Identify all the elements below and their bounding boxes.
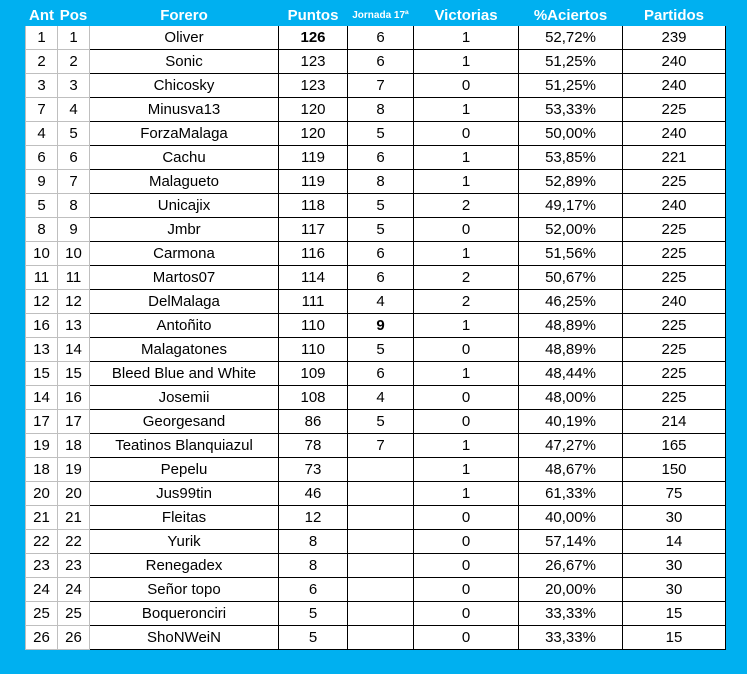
table-row [26, 218, 726, 242]
cell-victorias: 0 [414, 530, 519, 554]
cell-forero: Josemii [90, 386, 279, 410]
cell-partidos: 225 [623, 218, 726, 242]
cell-forero: Jus99tin [90, 482, 279, 506]
header-puntos: Puntos [279, 5, 348, 26]
cell-victorias: 2 [414, 290, 519, 314]
cell-aciertos: 48,89% [519, 338, 623, 362]
cell-partidos: 225 [623, 242, 726, 266]
header-row [26, 5, 726, 26]
cell-forero: Boqueronciri [90, 602, 279, 626]
cell-puntos: 78 [279, 434, 348, 458]
cell-jornada: 6 [348, 242, 414, 266]
cell-jornada [348, 602, 414, 626]
cell-puntos: 120 [279, 98, 348, 122]
cell-jornada: 8 [348, 170, 414, 194]
cell-partidos: 225 [623, 338, 726, 362]
cell-forero: Yurik [90, 530, 279, 554]
cell-puntos: 110 [279, 314, 348, 338]
cell-forero: Renegadex [90, 554, 279, 578]
cell-forero: Fleitas [90, 506, 279, 530]
cell-ant: 26 [26, 626, 58, 650]
cell-jornada [348, 554, 414, 578]
cell-aciertos: 26,67% [519, 554, 623, 578]
cell-partidos: 239 [623, 26, 726, 50]
cell-aciertos: 57,14% [519, 530, 623, 554]
cell-pos: 21 [58, 506, 90, 530]
table-row [26, 242, 726, 266]
cell-ant: 18 [26, 458, 58, 482]
cell-forero: Malagueto [90, 170, 279, 194]
cell-puntos: 120 [279, 122, 348, 146]
cell-partidos: 15 [623, 626, 726, 650]
cell-aciertos: 52,72% [519, 26, 623, 50]
cell-pos: 22 [58, 530, 90, 554]
standings-table [25, 4, 726, 650]
cell-pos: 18 [58, 434, 90, 458]
cell-partidos: 240 [623, 74, 726, 98]
cell-victorias: 0 [414, 74, 519, 98]
cell-pos: 19 [58, 458, 90, 482]
table-row [26, 338, 726, 362]
cell-ant: 8 [26, 218, 58, 242]
cell-jornada [348, 482, 414, 506]
cell-ant: 21 [26, 506, 58, 530]
cell-victorias: 2 [414, 194, 519, 218]
cell-victorias: 0 [414, 506, 519, 530]
cell-puntos: 117 [279, 218, 348, 242]
cell-pos: 4 [58, 98, 90, 122]
cell-forero: Jmbr [90, 218, 279, 242]
cell-ant: 11 [26, 266, 58, 290]
header-aciertos: %Aciertos [519, 5, 623, 26]
cell-aciertos: 46,25% [519, 290, 623, 314]
cell-puntos: 114 [279, 266, 348, 290]
cell-jornada [348, 506, 414, 530]
cell-aciertos: 33,33% [519, 602, 623, 626]
table-row [26, 74, 726, 98]
table-row [26, 626, 726, 650]
cell-jornada: 4 [348, 290, 414, 314]
cell-jornada [348, 578, 414, 602]
cell-victorias: 0 [414, 218, 519, 242]
cell-aciertos: 48,67% [519, 458, 623, 482]
cell-partidos: 150 [623, 458, 726, 482]
cell-forero: Sonic [90, 50, 279, 74]
cell-forero: Señor topo [90, 578, 279, 602]
cell-ant: 19 [26, 434, 58, 458]
cell-ant: 22 [26, 530, 58, 554]
cell-victorias: 1 [414, 482, 519, 506]
cell-victorias: 0 [414, 386, 519, 410]
table-row [26, 146, 726, 170]
cell-forero: ShoNWeiN [90, 626, 279, 650]
cell-victorias: 1 [414, 26, 519, 50]
cell-jornada: 6 [348, 146, 414, 170]
cell-partidos: 225 [623, 362, 726, 386]
cell-aciertos: 48,89% [519, 314, 623, 338]
cell-puntos: 123 [279, 74, 348, 98]
cell-aciertos: 47,27% [519, 434, 623, 458]
cell-aciertos: 50,67% [519, 266, 623, 290]
cell-aciertos: 53,33% [519, 98, 623, 122]
cell-partidos: 30 [623, 554, 726, 578]
cell-ant: 17 [26, 410, 58, 434]
table-row [26, 434, 726, 458]
cell-partidos: 165 [623, 434, 726, 458]
cell-ant: 1 [26, 26, 58, 50]
cell-forero: ForzaMalaga [90, 122, 279, 146]
cell-jornada: 6 [348, 362, 414, 386]
cell-puntos: 12 [279, 506, 348, 530]
table-row [26, 266, 726, 290]
cell-pos: 10 [58, 242, 90, 266]
cell-puntos: 5 [279, 626, 348, 650]
cell-ant: 16 [26, 314, 58, 338]
cell-forero: Unicajix [90, 194, 279, 218]
cell-partidos: 14 [623, 530, 726, 554]
table-row [26, 290, 726, 314]
cell-pos: 3 [58, 74, 90, 98]
cell-victorias: 0 [414, 578, 519, 602]
cell-forero: Georgesand [90, 410, 279, 434]
cell-pos: 24 [58, 578, 90, 602]
cell-forero: Minusva13 [90, 98, 279, 122]
cell-aciertos: 51,25% [519, 74, 623, 98]
table-row [26, 386, 726, 410]
cell-pos: 7 [58, 170, 90, 194]
cell-aciertos: 61,33% [519, 482, 623, 506]
cell-partidos: 240 [623, 50, 726, 74]
cell-ant: 13 [26, 338, 58, 362]
cell-ant: 2 [26, 50, 58, 74]
cell-aciertos: 33,33% [519, 626, 623, 650]
cell-puntos: 46 [279, 482, 348, 506]
cell-partidos: 225 [623, 98, 726, 122]
cell-partidos: 225 [623, 266, 726, 290]
cell-forero: DelMalaga [90, 290, 279, 314]
cell-forero: Antoñito [90, 314, 279, 338]
cell-forero: Oliver [90, 26, 279, 50]
cell-pos: 23 [58, 554, 90, 578]
table-row [26, 578, 726, 602]
cell-ant: 9 [26, 170, 58, 194]
cell-jornada: 6 [348, 266, 414, 290]
cell-pos: 15 [58, 362, 90, 386]
table-row [26, 170, 726, 194]
table-row [26, 122, 726, 146]
cell-pos: 26 [58, 626, 90, 650]
cell-aciertos: 52,89% [519, 170, 623, 194]
cell-ant: 20 [26, 482, 58, 506]
cell-puntos: 123 [279, 50, 348, 74]
cell-ant: 5 [26, 194, 58, 218]
table-row [26, 458, 726, 482]
cell-victorias: 1 [414, 146, 519, 170]
cell-victorias: 1 [414, 458, 519, 482]
table-row [26, 194, 726, 218]
cell-victorias: 0 [414, 410, 519, 434]
cell-jornada: 7 [348, 74, 414, 98]
cell-pos: 8 [58, 194, 90, 218]
cell-jornada: 5 [348, 194, 414, 218]
cell-ant: 12 [26, 290, 58, 314]
cell-jornada: 5 [348, 218, 414, 242]
cell-puntos: 110 [279, 338, 348, 362]
cell-aciertos: 51,25% [519, 50, 623, 74]
cell-aciertos: 48,44% [519, 362, 623, 386]
cell-victorias: 0 [414, 122, 519, 146]
cell-forero: Bleed Blue and White [90, 362, 279, 386]
cell-jornada: 7 [348, 434, 414, 458]
table-row [26, 362, 726, 386]
table-row [26, 314, 726, 338]
cell-partidos: 225 [623, 386, 726, 410]
cell-pos: 20 [58, 482, 90, 506]
cell-victorias: 1 [414, 314, 519, 338]
cell-aciertos: 48,00% [519, 386, 623, 410]
cell-puntos: 119 [279, 170, 348, 194]
cell-pos: 6 [58, 146, 90, 170]
cell-pos: 17 [58, 410, 90, 434]
cell-aciertos: 40,19% [519, 410, 623, 434]
cell-forero: Martos07 [90, 266, 279, 290]
cell-puntos: 116 [279, 242, 348, 266]
header-ant: Ant [26, 5, 58, 26]
cell-partidos: 240 [623, 290, 726, 314]
cell-puntos: 108 [279, 386, 348, 410]
cell-pos: 12 [58, 290, 90, 314]
table-row [26, 98, 726, 122]
cell-victorias: 1 [414, 98, 519, 122]
cell-partidos: 225 [623, 170, 726, 194]
cell-puntos: 111 [279, 290, 348, 314]
cell-ant: 7 [26, 98, 58, 122]
cell-jornada [348, 626, 414, 650]
cell-victorias: 1 [414, 242, 519, 266]
cell-partidos: 221 [623, 146, 726, 170]
cell-ant: 24 [26, 578, 58, 602]
table-row [26, 602, 726, 626]
cell-forero: Carmona [90, 242, 279, 266]
header-victorias: Victorias [414, 5, 519, 26]
cell-victorias: 1 [414, 170, 519, 194]
header-jornada: Jornada 17ª [348, 5, 414, 26]
cell-partidos: 214 [623, 410, 726, 434]
cell-forero: Teatinos Blanquiazul [90, 434, 279, 458]
cell-ant: 23 [26, 554, 58, 578]
cell-jornada: 6 [348, 50, 414, 74]
cell-partidos: 30 [623, 506, 726, 530]
cell-forero: Cachu [90, 146, 279, 170]
cell-puntos: 8 [279, 530, 348, 554]
table-row [26, 506, 726, 530]
cell-puntos: 8 [279, 554, 348, 578]
cell-ant: 4 [26, 122, 58, 146]
cell-victorias: 0 [414, 338, 519, 362]
cell-jornada [348, 530, 414, 554]
cell-victorias: 0 [414, 554, 519, 578]
cell-ant: 15 [26, 362, 58, 386]
cell-aciertos: 52,00% [519, 218, 623, 242]
cell-partidos: 225 [623, 314, 726, 338]
cell-pos: 14 [58, 338, 90, 362]
header-forero: Forero [90, 5, 279, 26]
cell-victorias: 2 [414, 266, 519, 290]
cell-aciertos: 49,17% [519, 194, 623, 218]
cell-puntos: 86 [279, 410, 348, 434]
header-pos: Pos [58, 5, 90, 26]
cell-jornada: 9 [348, 314, 414, 338]
table-body [26, 26, 726, 650]
cell-partidos: 240 [623, 194, 726, 218]
cell-puntos: 73 [279, 458, 348, 482]
table-row [26, 26, 726, 50]
cell-aciertos: 20,00% [519, 578, 623, 602]
cell-victorias: 1 [414, 50, 519, 74]
cell-pos: 13 [58, 314, 90, 338]
cell-jornada [348, 458, 414, 482]
cell-pos: 16 [58, 386, 90, 410]
cell-puntos: 6 [279, 578, 348, 602]
cell-forero: Chicosky [90, 74, 279, 98]
cell-partidos: 30 [623, 578, 726, 602]
table-row [26, 410, 726, 434]
cell-forero: Malagatones [90, 338, 279, 362]
cell-victorias: 0 [414, 602, 519, 626]
table-row [26, 50, 726, 74]
cell-victorias: 1 [414, 434, 519, 458]
cell-partidos: 75 [623, 482, 726, 506]
cell-pos: 25 [58, 602, 90, 626]
cell-forero: Pepelu [90, 458, 279, 482]
cell-victorias: 1 [414, 362, 519, 386]
cell-partidos: 15 [623, 602, 726, 626]
cell-jornada: 5 [348, 338, 414, 362]
cell-ant: 10 [26, 242, 58, 266]
cell-jornada: 6 [348, 26, 414, 50]
cell-puntos: 5 [279, 602, 348, 626]
cell-aciertos: 53,85% [519, 146, 623, 170]
cell-aciertos: 51,56% [519, 242, 623, 266]
cell-puntos: 109 [279, 362, 348, 386]
cell-puntos: 119 [279, 146, 348, 170]
cell-pos: 11 [58, 266, 90, 290]
cell-ant: 6 [26, 146, 58, 170]
cell-jornada: 5 [348, 410, 414, 434]
cell-ant: 3 [26, 74, 58, 98]
table-row [26, 554, 726, 578]
cell-puntos: 126 [279, 26, 348, 50]
cell-ant: 25 [26, 602, 58, 626]
cell-partidos: 240 [623, 122, 726, 146]
cell-aciertos: 50,00% [519, 122, 623, 146]
cell-ant: 14 [26, 386, 58, 410]
cell-jornada: 4 [348, 386, 414, 410]
cell-pos: 1 [58, 26, 90, 50]
cell-aciertos: 40,00% [519, 506, 623, 530]
cell-jornada: 5 [348, 122, 414, 146]
cell-pos: 9 [58, 218, 90, 242]
cell-jornada: 8 [348, 98, 414, 122]
cell-pos: 2 [58, 50, 90, 74]
cell-puntos: 118 [279, 194, 348, 218]
cell-victorias: 0 [414, 626, 519, 650]
table-row [26, 530, 726, 554]
table-row [26, 482, 726, 506]
cell-pos: 5 [58, 122, 90, 146]
header-partidos: Partidos [623, 5, 726, 26]
